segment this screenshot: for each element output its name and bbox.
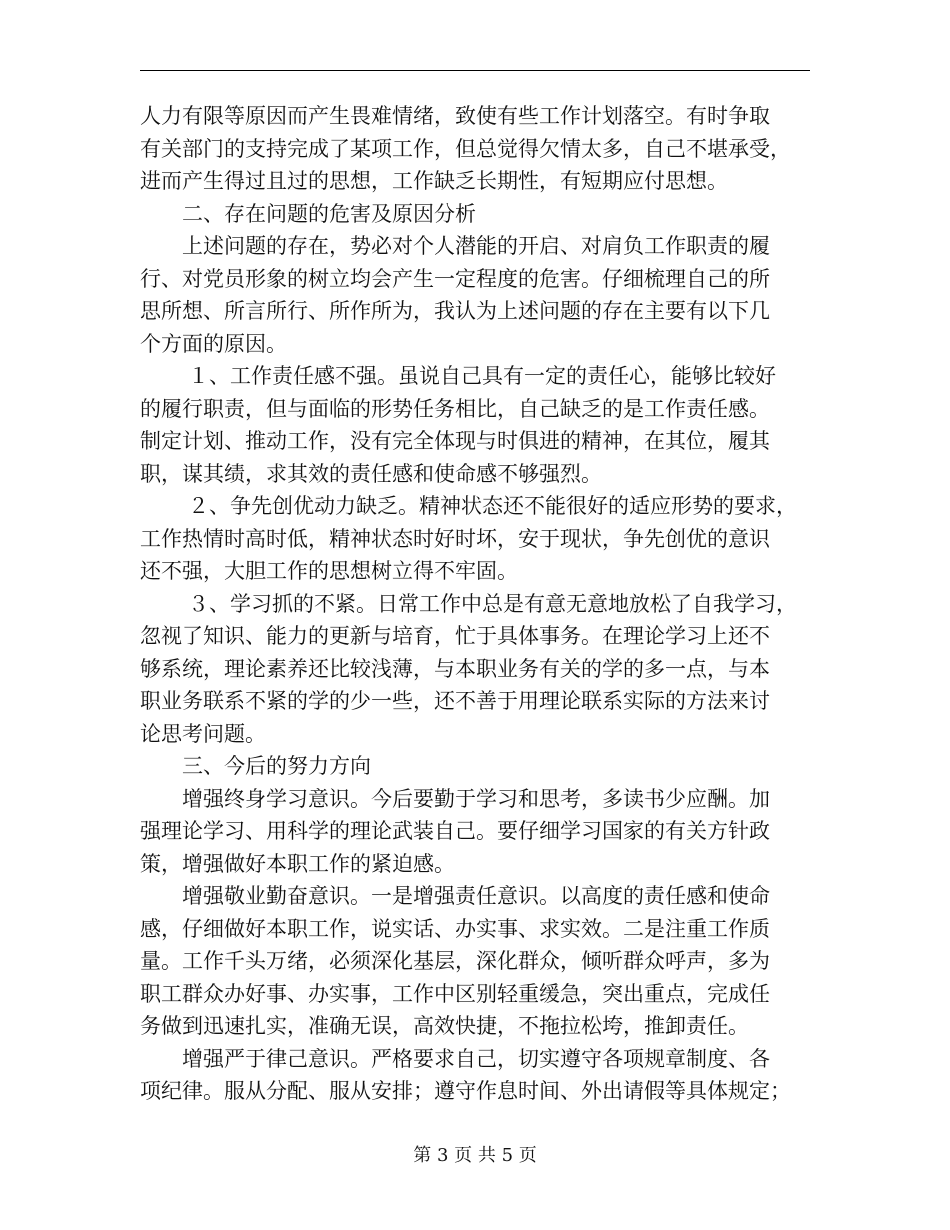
text-line: 策，增强做好本职工作的紧迫感。 [140, 851, 455, 876]
text-line: 够系统，理论素养还比较浅薄，与本职业务有关的学的多一点，与本 [140, 656, 770, 681]
text-line: 工作热情时高时低，精神状态时好时坏，安于现状，争先创优的意识 [140, 526, 770, 551]
text-line: 增强敬业勤奋意识。一是增强责任意识。以高度的责任感和使命 [182, 884, 770, 908]
text-line: 强理论学习、用科学的理论武装自己。要仔细学习国家的有关方针政 [140, 819, 770, 843]
text-line: 感，仔细做好本职工作，说实话、办实事、求实效。二是注重工作质 [140, 916, 770, 941]
text-line: 增强严于律己意识。严格要求自己，切实遵守各项规章制度、各 [182, 1046, 770, 1071]
text-line: 人力有限等原因而产生畏难情绪，致使有些工作计划落空。有时争取 [140, 104, 770, 128]
text-line: 进而产生得过且过的思想，工作缺乏长期性，有短期应付思想。 [140, 169, 728, 193]
header-rule [140, 70, 810, 71]
text-line: 的履行职责，但与面临的形势任务相比，自己缺乏的是工作责任感。 [140, 396, 770, 421]
text-line: 还不强，大胆工作的思想树立得不牢固。 [140, 559, 518, 583]
text-line: 量。工作千头万绪，必须深化基层，深化群众，倾听群众呼声，多为 [140, 949, 770, 973]
text-line: 制定计划、推动工作，没有完全体现与时俱进的精神，在其位，履其 [140, 429, 770, 453]
text-line: 行、对党员形象的树立均会产生一定程度的危害。仔细梳理自己的所 [140, 266, 770, 291]
text-line: １、工作责任感不强。虽说自己具有一定的责任心，能够比较好 [188, 364, 776, 388]
text-line: 上述问题的存在，势必对个人潜能的开启、对肩负工作职责的履 [182, 234, 770, 258]
text-line: 思所想、所言所行、所作所为，我认为上述问题的存在主要有以下几 [140, 299, 770, 323]
text-line: 个方面的原因。 [140, 331, 287, 356]
section-heading: 二、存在问题的危害及原因分析 [182, 201, 476, 226]
text-line: 务做到迅速扎实，准确无误，高效快捷，不拖拉松垮，推卸责任。 [140, 1014, 749, 1038]
text-line: 项纪律。服从分配、服从安排；遵守作息时间、外出请假等具体规定； [140, 1079, 791, 1103]
text-line: 职，谋其绩，求其效的责任感和使命感不够强烈。 [140, 461, 602, 486]
text-line: 职工群众办好事、办实事，工作中区别轻重缓急，突出重点，完成任 [140, 981, 770, 1006]
section-heading: 三、今后的努力方向 [182, 754, 371, 778]
text-line: 论思考问题。 [140, 721, 266, 746]
text-line: ２、争先创优动力缺乏。精神状态还不能很好的适应形势的要求， [188, 494, 797, 518]
text-line: 忽视了知识、能力的更新与培育，忙于具体事务。在理论学习上还不 [140, 624, 770, 648]
page-number-footer: 第 3 页 共 5 页 [413, 1145, 537, 1166]
text-line: ３、学习抓的不紧。日常工作中总是有意无意地放松了自我学习， [188, 591, 797, 616]
document-body [140, 100, 810, 1108]
text-line: 有关部门的支持完成了某项工作，但总觉得欠情太多，自己不堪承受， [140, 136, 791, 161]
text-line: 职业务联系不紧的学的少一些，还不善于用理论联系实际的方法来讨 [140, 689, 770, 713]
text-line: 增强终身学习意识。今后要勤于学习和思考，多读书少应酬。加 [182, 786, 770, 811]
